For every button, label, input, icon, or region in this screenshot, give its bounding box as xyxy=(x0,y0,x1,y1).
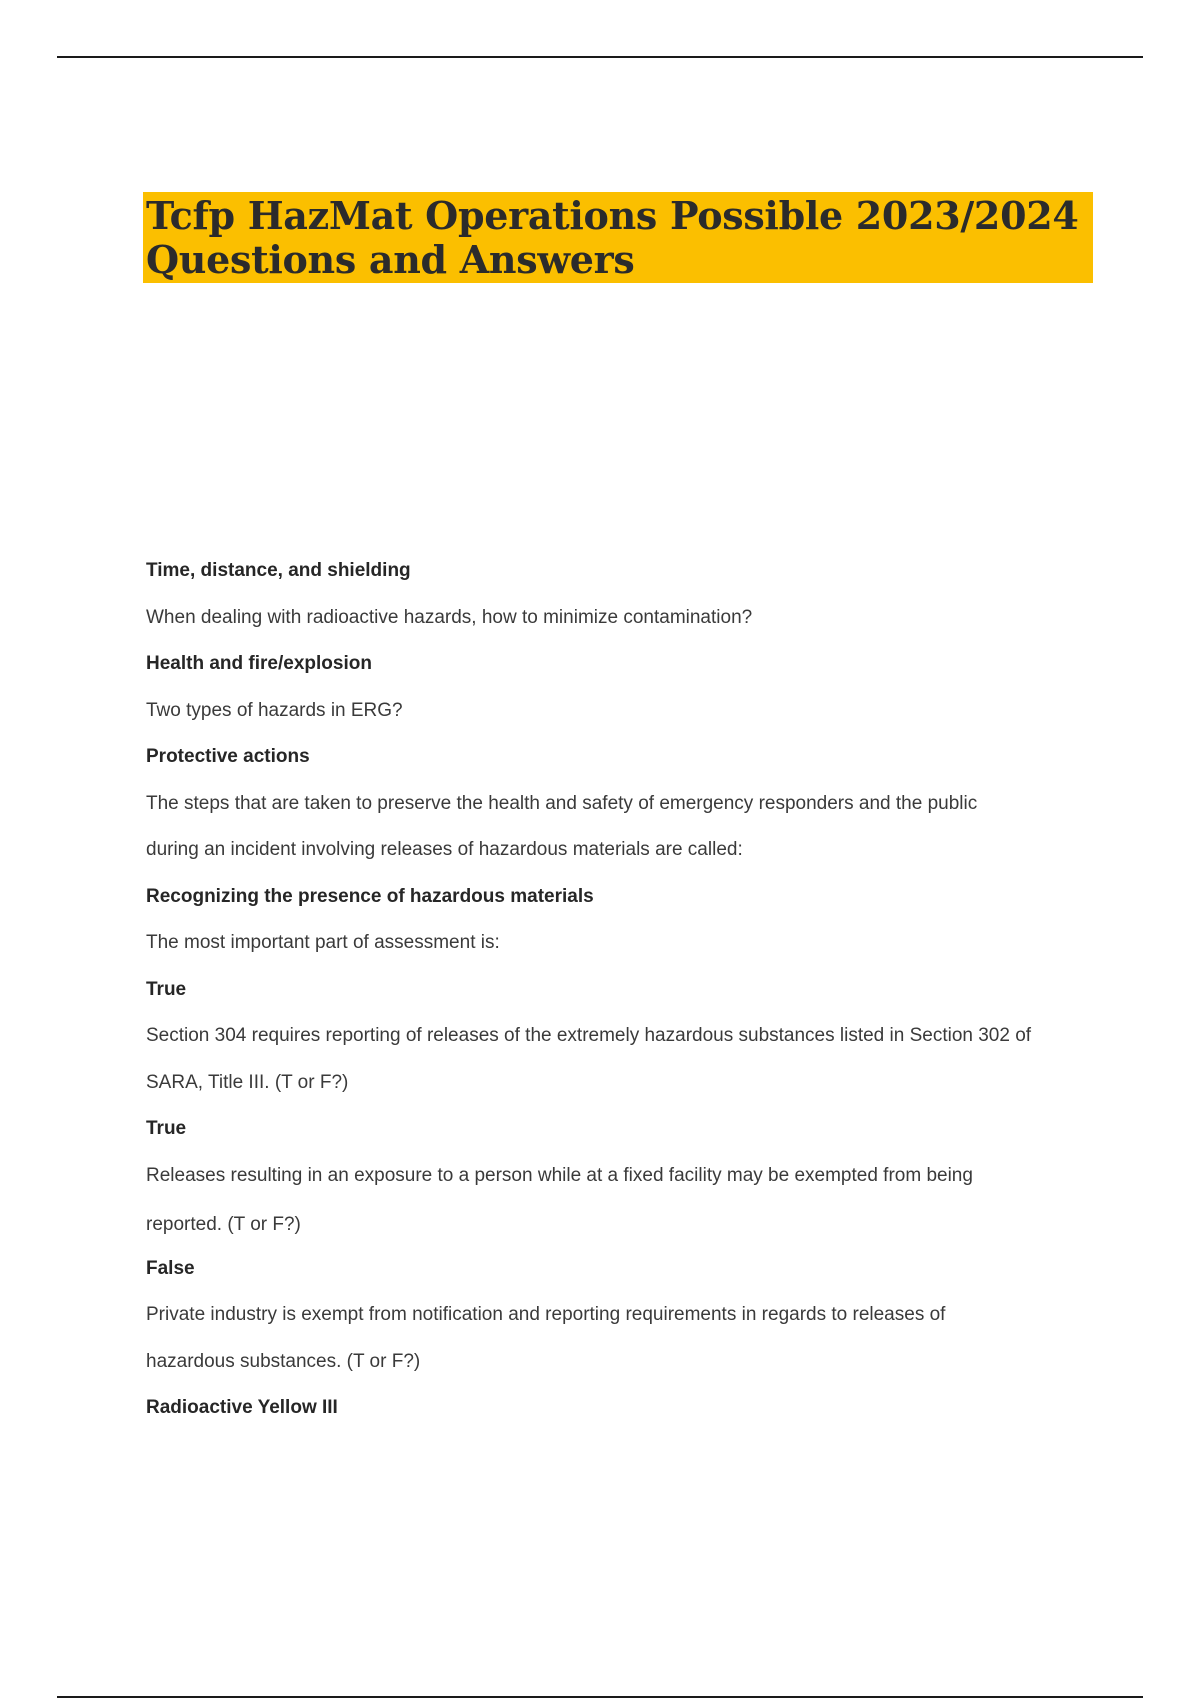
question-text: reported. (T or F?) xyxy=(146,1214,301,1235)
answer-text: Health and fire/explosion xyxy=(146,653,372,674)
answer-text: Radioactive Yellow III xyxy=(146,1397,338,1418)
title-highlight xyxy=(143,192,1093,283)
question-text: Private industry is exempt from notification and reporting requirements in regards to releases of xyxy=(146,1304,946,1325)
question-text: The steps that are taken to preserve the health and safety of emergency responders and the public xyxy=(146,793,978,814)
answer-text: Protective actions xyxy=(146,746,310,767)
question-text: during an incident involving releases of hazardous materials are called: xyxy=(146,839,743,860)
question-text: When dealing with radioactive hazards, how to minimize contamination? xyxy=(146,607,753,628)
document-title-line-2: Questions and Answers xyxy=(146,237,635,282)
question-text: hazardous substances. (T or F?) xyxy=(146,1351,421,1372)
answer-text: Time, distance, and shielding xyxy=(146,560,411,581)
document-title-line-1: Tcfp HazMat Operations Possible 2023/2024 xyxy=(146,193,1079,238)
answer-text: False xyxy=(146,1258,195,1279)
question-text: Section 304 requires reporting of releases of the extremely hazardous substances listed in Section 302 of xyxy=(146,1025,1032,1046)
question-text: Two types of hazards in ERG? xyxy=(146,700,403,721)
answer-text: True xyxy=(146,979,187,1000)
question-text: SARA, Title III. (T or F?) xyxy=(146,1072,349,1093)
top-rule xyxy=(57,56,1143,58)
answer-text: True xyxy=(146,1118,187,1139)
bottom-rule xyxy=(57,1696,1143,1698)
question-text: Releases resulting in an exposure to a person while at a fixed facility may be exempted from being xyxy=(146,1165,973,1186)
answer-text: Recognizing the presence of hazardous materials xyxy=(146,886,594,907)
question-text: The most important part of assessment is: xyxy=(146,932,500,953)
